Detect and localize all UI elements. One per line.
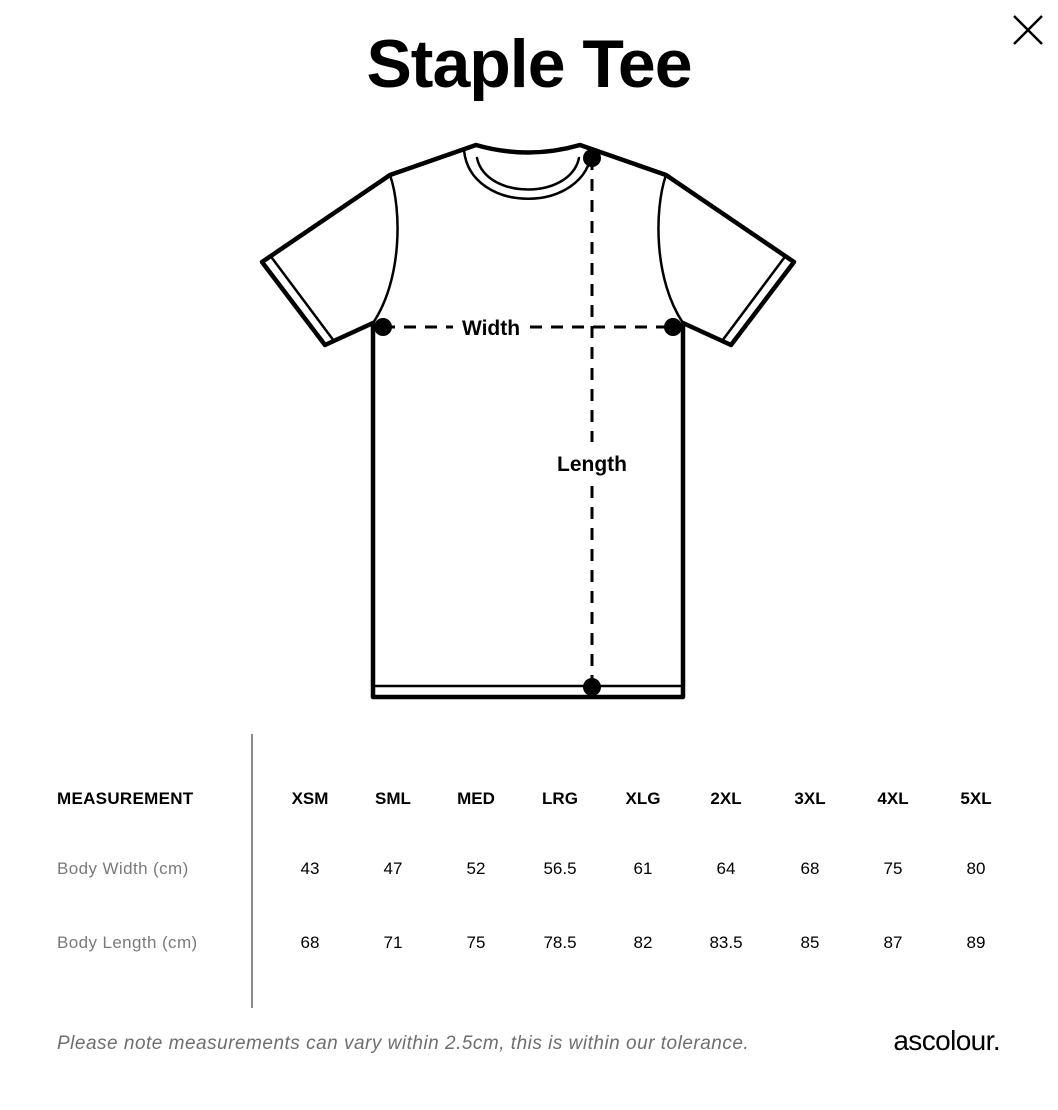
length-point-top xyxy=(583,149,601,167)
size-header-lrg: LRG xyxy=(542,789,578,808)
table-cell: 61 xyxy=(633,859,653,878)
table-cell: 85 xyxy=(800,933,820,952)
table-cell: 52 xyxy=(466,859,486,878)
size-header-5xl: 5XL xyxy=(960,789,992,808)
table-cell: 89 xyxy=(966,933,986,952)
measurement-header: MEASUREMENT xyxy=(57,789,194,808)
table-cell: 43 xyxy=(300,859,320,878)
measurement-points xyxy=(374,149,682,696)
size-header-2xl: 2XL xyxy=(710,789,742,808)
table-cell: 87 xyxy=(883,933,903,952)
table-cell: 47 xyxy=(383,859,403,878)
table-divider xyxy=(251,734,253,1008)
width-point-left xyxy=(374,318,392,336)
length-label: Length xyxy=(557,453,627,476)
size-header-sml: SML xyxy=(375,789,411,808)
table-cell: 56.5 xyxy=(543,859,577,878)
size-header-xsm: XSM xyxy=(291,789,329,808)
width-label: Width xyxy=(461,317,521,340)
measurement-guides xyxy=(383,158,673,687)
table-cell: 68 xyxy=(800,859,820,878)
table-cell: 64 xyxy=(716,859,736,878)
table-cell: 75 xyxy=(466,933,486,952)
table-cell: 75 xyxy=(883,859,903,878)
size-header-4xl: 4XL xyxy=(877,789,909,808)
page-title: Staple Tee xyxy=(366,26,692,102)
tshirt-outline xyxy=(262,145,794,697)
size-header-xlg: XLG xyxy=(625,789,661,808)
row-label-body-width: Body Width (cm) xyxy=(57,859,189,878)
brand-logo: ascolour. xyxy=(893,1025,1000,1056)
table-cell: 71 xyxy=(383,933,403,952)
table-cell: 78.5 xyxy=(543,933,577,952)
table-cell: 80 xyxy=(966,859,986,878)
size-header-med: MED xyxy=(457,789,495,808)
size-header-3xl: 3XL xyxy=(794,789,826,808)
table-cell: 68 xyxy=(300,933,320,952)
table-cell: 82 xyxy=(633,933,653,952)
length-point-bottom xyxy=(583,678,601,696)
row-label-body-length: Body Length (cm) xyxy=(57,933,198,952)
width-point-right xyxy=(664,318,682,336)
table-cell: 83.5 xyxy=(709,933,743,952)
tolerance-note: Please note measurements can vary within 2.5cm, this is within our tolerance. xyxy=(57,1033,750,1054)
